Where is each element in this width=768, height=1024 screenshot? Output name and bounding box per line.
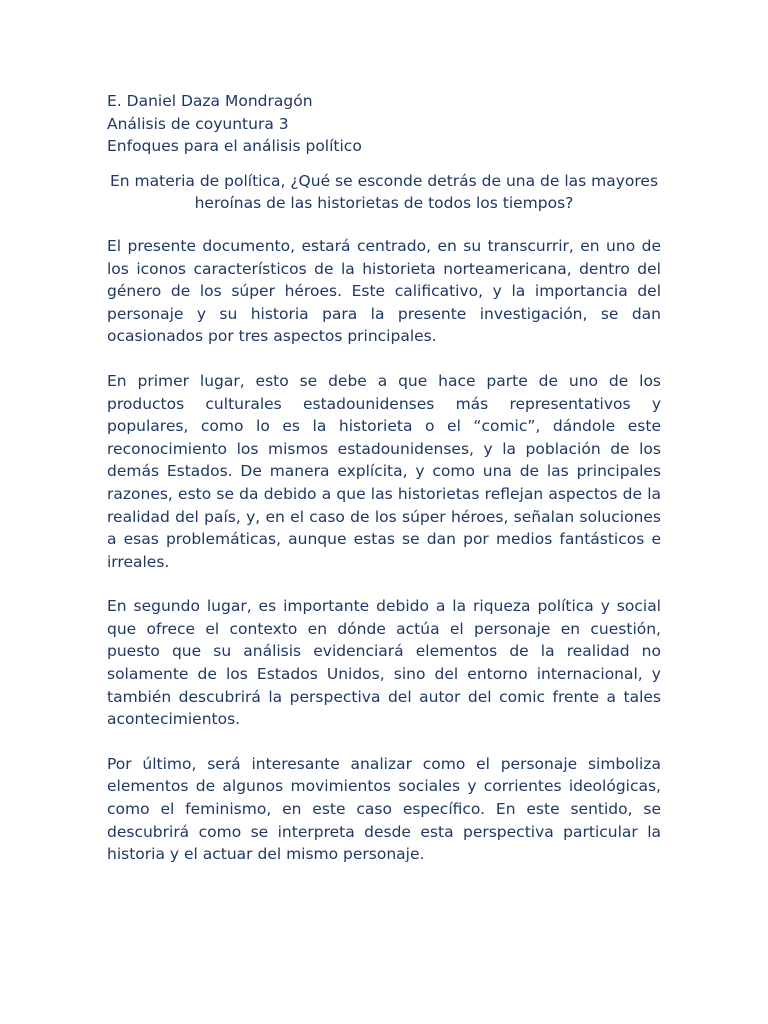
paragraph-intro: El presente documento, estará centrado, en su transcurrir, en uno de los iconos característicos de la historieta norteamericana, dentro del género de los súper héroes. Este calificativo, y la importancia del personaje y su historia para la presente investigación, se dan ocasionados por tres aspectos principales.	[107, 236, 661, 346]
document-page	[107, 90, 661, 866]
document-title: En materia de política, ¿Qué se esconde detrás de una de las mayores heroínas de las historietas de todos los tiempos?	[109, 171, 659, 213]
subject-name: Enfoques para el análisis político	[107, 137, 362, 156]
author-name: E. Daniel Daza Mondragón	[107, 92, 313, 110]
paragraph-second-reason: En segundo lugar, es importante debido a la riqueza política y social que ofrece el contexto en dónde actúa el personaje en cuestión, puesto que su análisis evidenciará elementos de la realidad no solamente de los Estados Unidos, sino del entorno internacional, y también descubrirá la perspectiva del autor del comic frente a tales acontecimientos.	[107, 597, 661, 729]
paragraph-first-reason: En primer lugar, esto se debe a que hace parte de uno de los productos culturales estadounidenses más representativos y populares, como lo es la historieta o el “comic”, dándole este reconocimiento los mismos estadounidenses, y la población de los demás Estados. De manera explícita, y como una de las principales razones, esto se da debido a que las historietas reflejan aspectos de la realidad del país, y, en el caso de los súper héroes, señalan soluciones a esas problemáticas, aunque estas se dan por medios fantásticos e irreales.	[107, 371, 661, 571]
course-name: Análisis de coyuntura 3	[107, 114, 289, 133]
paragraph-third-reason: Por último, será interesante analizar como el personaje simboliza elementos de algunos movimientos sociales y corrientes ideológicas, como el feminismo, en este caso específico. En este sentido, se descubrirá como se interpreta desde esta perspectiva particular la historia y el actuar del mismo personaje.	[107, 754, 661, 864]
